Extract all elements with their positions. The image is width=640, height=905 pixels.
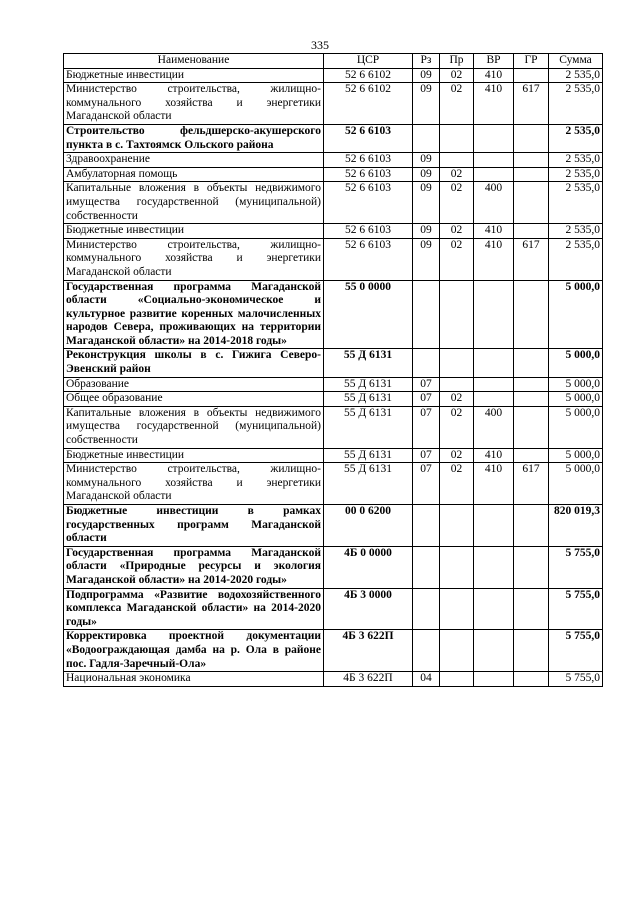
table-row (64, 224, 603, 239)
table-row (64, 124, 603, 152)
cell-name: Государственная программа Магаданской области «Природные ресурсы и экология Магаданской области» на 2014-2020 годы» (64, 546, 324, 588)
table-row (64, 406, 603, 448)
cell-name: Государственная программа Магаданской области «Социально-экономическое и культурное развитие коренных малочисленных народов Севера, проживающих на территории Магаданской области» на 2014-2018 годы» (64, 280, 324, 349)
cell-sum: 820 019,3 (549, 505, 603, 547)
cell-vr (474, 546, 514, 588)
cell-sum: 5 755,0 (549, 630, 603, 672)
cell-rz (413, 505, 440, 547)
cell-name: Бюджетные инвестиции (64, 224, 324, 239)
table-row (64, 167, 603, 182)
cell-sum: 5 000,0 (549, 463, 603, 505)
cell-gr (514, 224, 549, 239)
table-row (64, 672, 603, 687)
cell-vr (474, 167, 514, 182)
cell-pr: 02 (440, 83, 474, 125)
cell-csr: 4Б 3 622П (324, 630, 413, 672)
table-row (64, 83, 603, 125)
cell-gr (514, 153, 549, 168)
cell-gr (514, 124, 549, 152)
cell-gr (514, 349, 549, 377)
cell-gr (514, 68, 549, 83)
table-row (64, 349, 603, 377)
cell-pr (440, 153, 474, 168)
cell-vr: 410 (474, 224, 514, 239)
table-row (64, 280, 603, 349)
table-row (64, 392, 603, 407)
cell-gr: 617 (514, 463, 549, 505)
cell-rz: 07 (413, 463, 440, 505)
cell-csr: 52 6 6103 (324, 224, 413, 239)
cell-rz (413, 630, 440, 672)
table-row (64, 588, 603, 630)
cell-rz: 09 (413, 224, 440, 239)
cell-csr: 55 Д 6131 (324, 463, 413, 505)
table-row (64, 546, 603, 588)
cell-sum: 5 755,0 (549, 672, 603, 687)
cell-name: Национальная экономика (64, 672, 324, 687)
cell-rz (413, 349, 440, 377)
header-rz: Рз (413, 54, 440, 69)
cell-name: Здравоохранение (64, 153, 324, 168)
cell-rz: 07 (413, 392, 440, 407)
cell-vr (474, 505, 514, 547)
table-row (64, 377, 603, 392)
cell-pr: 02 (440, 463, 474, 505)
cell-pr (440, 630, 474, 672)
cell-vr (474, 349, 514, 377)
cell-rz (413, 280, 440, 349)
header-pr: Пр (440, 54, 474, 69)
table-row (64, 153, 603, 168)
cell-vr (474, 672, 514, 687)
cell-vr (474, 377, 514, 392)
cell-gr (514, 167, 549, 182)
cell-pr: 02 (440, 182, 474, 224)
cell-csr: 52 6 6103 (324, 182, 413, 224)
cell-pr: 02 (440, 448, 474, 463)
cell-vr (474, 630, 514, 672)
cell-name: Бюджетные инвестиции (64, 68, 324, 83)
cell-csr: 4Б 3 0000 (324, 588, 413, 630)
budget-table (63, 53, 603, 687)
cell-vr: 400 (474, 406, 514, 448)
cell-sum: 5 000,0 (549, 377, 603, 392)
cell-vr: 410 (474, 448, 514, 463)
table-row (64, 68, 603, 83)
cell-gr (514, 546, 549, 588)
cell-sum: 5 000,0 (549, 448, 603, 463)
cell-gr (514, 392, 549, 407)
cell-vr (474, 588, 514, 630)
cell-vr (474, 392, 514, 407)
cell-sum: 5 000,0 (549, 349, 603, 377)
cell-name: Бюджетные инвестиции в рамках государственных программ Магаданской области (64, 505, 324, 547)
cell-pr (440, 280, 474, 349)
cell-vr (474, 153, 514, 168)
cell-rz: 04 (413, 672, 440, 687)
cell-gr (514, 406, 549, 448)
header-name: Наименование (64, 54, 324, 69)
cell-pr (440, 377, 474, 392)
cell-name: Строительство фельдшерско-акушерского пункта в с. Тахтоямск Ольского района (64, 124, 324, 152)
cell-name: Амбулаторная помощь (64, 167, 324, 182)
cell-vr: 410 (474, 83, 514, 125)
cell-pr: 02 (440, 68, 474, 83)
cell-gr (514, 505, 549, 547)
cell-sum: 2 535,0 (549, 83, 603, 125)
cell-vr (474, 280, 514, 349)
cell-sum: 2 535,0 (549, 167, 603, 182)
cell-pr: 02 (440, 238, 474, 280)
cell-sum: 5 000,0 (549, 392, 603, 407)
cell-name: Реконструкция школы в с. Гижига Северо-Эвенский район (64, 349, 324, 377)
cell-rz (413, 546, 440, 588)
cell-gr: 617 (514, 238, 549, 280)
cell-rz: 09 (413, 153, 440, 168)
cell-csr: 52 6 6103 (324, 167, 413, 182)
cell-csr: 52 6 6102 (324, 68, 413, 83)
cell-name: Корректировка проектной документации «Водоограждающая дамба на р. Ола в районе пос. Гадля-Заречный-Ола» (64, 630, 324, 672)
cell-vr: 410 (474, 238, 514, 280)
cell-sum: 5 755,0 (549, 588, 603, 630)
cell-pr: 02 (440, 406, 474, 448)
cell-sum: 2 535,0 (549, 224, 603, 239)
cell-csr: 55 Д 6131 (324, 392, 413, 407)
header-csr: ЦСР (324, 54, 413, 69)
cell-gr (514, 588, 549, 630)
cell-csr: 55 0 0000 (324, 280, 413, 349)
cell-vr: 410 (474, 68, 514, 83)
cell-rz: 09 (413, 167, 440, 182)
cell-vr: 400 (474, 182, 514, 224)
cell-csr: 52 6 6103 (324, 238, 413, 280)
cell-sum: 2 535,0 (549, 182, 603, 224)
cell-csr: 55 Д 6131 (324, 406, 413, 448)
cell-sum: 2 535,0 (549, 124, 603, 152)
header-gr: ГР (514, 54, 549, 69)
cell-csr: 52 6 6102 (324, 83, 413, 125)
cell-gr (514, 377, 549, 392)
table-row (64, 448, 603, 463)
cell-name: Капитальные вложения в объекты недвижимого имущества государственной (муниципальной) собственности (64, 406, 324, 448)
cell-gr: 617 (514, 83, 549, 125)
table-row (64, 630, 603, 672)
cell-name: Образование (64, 377, 324, 392)
cell-rz: 09 (413, 68, 440, 83)
cell-sum: 5 000,0 (549, 280, 603, 349)
cell-gr (514, 672, 549, 687)
table-row (64, 182, 603, 224)
cell-sum: 2 535,0 (549, 153, 603, 168)
cell-csr: 4Б 3 622П (324, 672, 413, 687)
cell-rz: 07 (413, 448, 440, 463)
cell-pr (440, 124, 474, 152)
cell-csr: 55 Д 6131 (324, 377, 413, 392)
cell-rz: 07 (413, 406, 440, 448)
page-number: 335 (311, 38, 329, 52)
cell-vr: 410 (474, 463, 514, 505)
header-sum: Сумма (549, 54, 603, 69)
cell-name: Капитальные вложения в объекты недвижимого имущества государственной (муниципальной) собственности (64, 182, 324, 224)
cell-csr: 52 6 6103 (324, 124, 413, 152)
table-header-row (64, 54, 603, 69)
cell-rz: 09 (413, 238, 440, 280)
cell-rz: 07 (413, 377, 440, 392)
cell-pr (440, 349, 474, 377)
cell-name: Министерство строительства, жилищно-коммунального хозяйства и энергетики Магаданской области (64, 463, 324, 505)
header-vr: ВР (474, 54, 514, 69)
cell-name: Министерство строительства, жилищно-коммунального хозяйства и энергетики Магаданской области (64, 238, 324, 280)
cell-rz: 09 (413, 182, 440, 224)
cell-csr: 4Б 0 0000 (324, 546, 413, 588)
cell-csr: 55 Д 6131 (324, 349, 413, 377)
cell-sum: 2 535,0 (549, 68, 603, 83)
cell-name: Подпрограмма «Развитие водохозяйственного комплекса Магаданской области» на 2014-2020 годы» (64, 588, 324, 630)
cell-pr (440, 505, 474, 547)
cell-sum: 5 755,0 (549, 546, 603, 588)
cell-gr (514, 448, 549, 463)
cell-pr: 02 (440, 167, 474, 182)
cell-rz (413, 588, 440, 630)
table-row (64, 505, 603, 547)
cell-csr: 55 Д 6131 (324, 448, 413, 463)
cell-name: Бюджетные инвестиции (64, 448, 324, 463)
cell-sum: 2 535,0 (549, 238, 603, 280)
cell-vr (474, 124, 514, 152)
cell-pr (440, 588, 474, 630)
cell-pr (440, 672, 474, 687)
cell-pr (440, 546, 474, 588)
cell-name: Министерство строительства, жилищно-коммунального хозяйства и энергетики Магаданской области (64, 83, 324, 125)
cell-gr (514, 630, 549, 672)
cell-sum: 5 000,0 (549, 406, 603, 448)
table-row (64, 238, 603, 280)
cell-gr (514, 280, 549, 349)
cell-name: Общее образование (64, 392, 324, 407)
cell-gr (514, 182, 549, 224)
cell-csr: 00 0 6200 (324, 505, 413, 547)
cell-rz (413, 124, 440, 152)
table-row (64, 463, 603, 505)
cell-csr: 52 6 6103 (324, 153, 413, 168)
cell-pr: 02 (440, 224, 474, 239)
cell-pr: 02 (440, 392, 474, 407)
cell-rz: 09 (413, 83, 440, 125)
